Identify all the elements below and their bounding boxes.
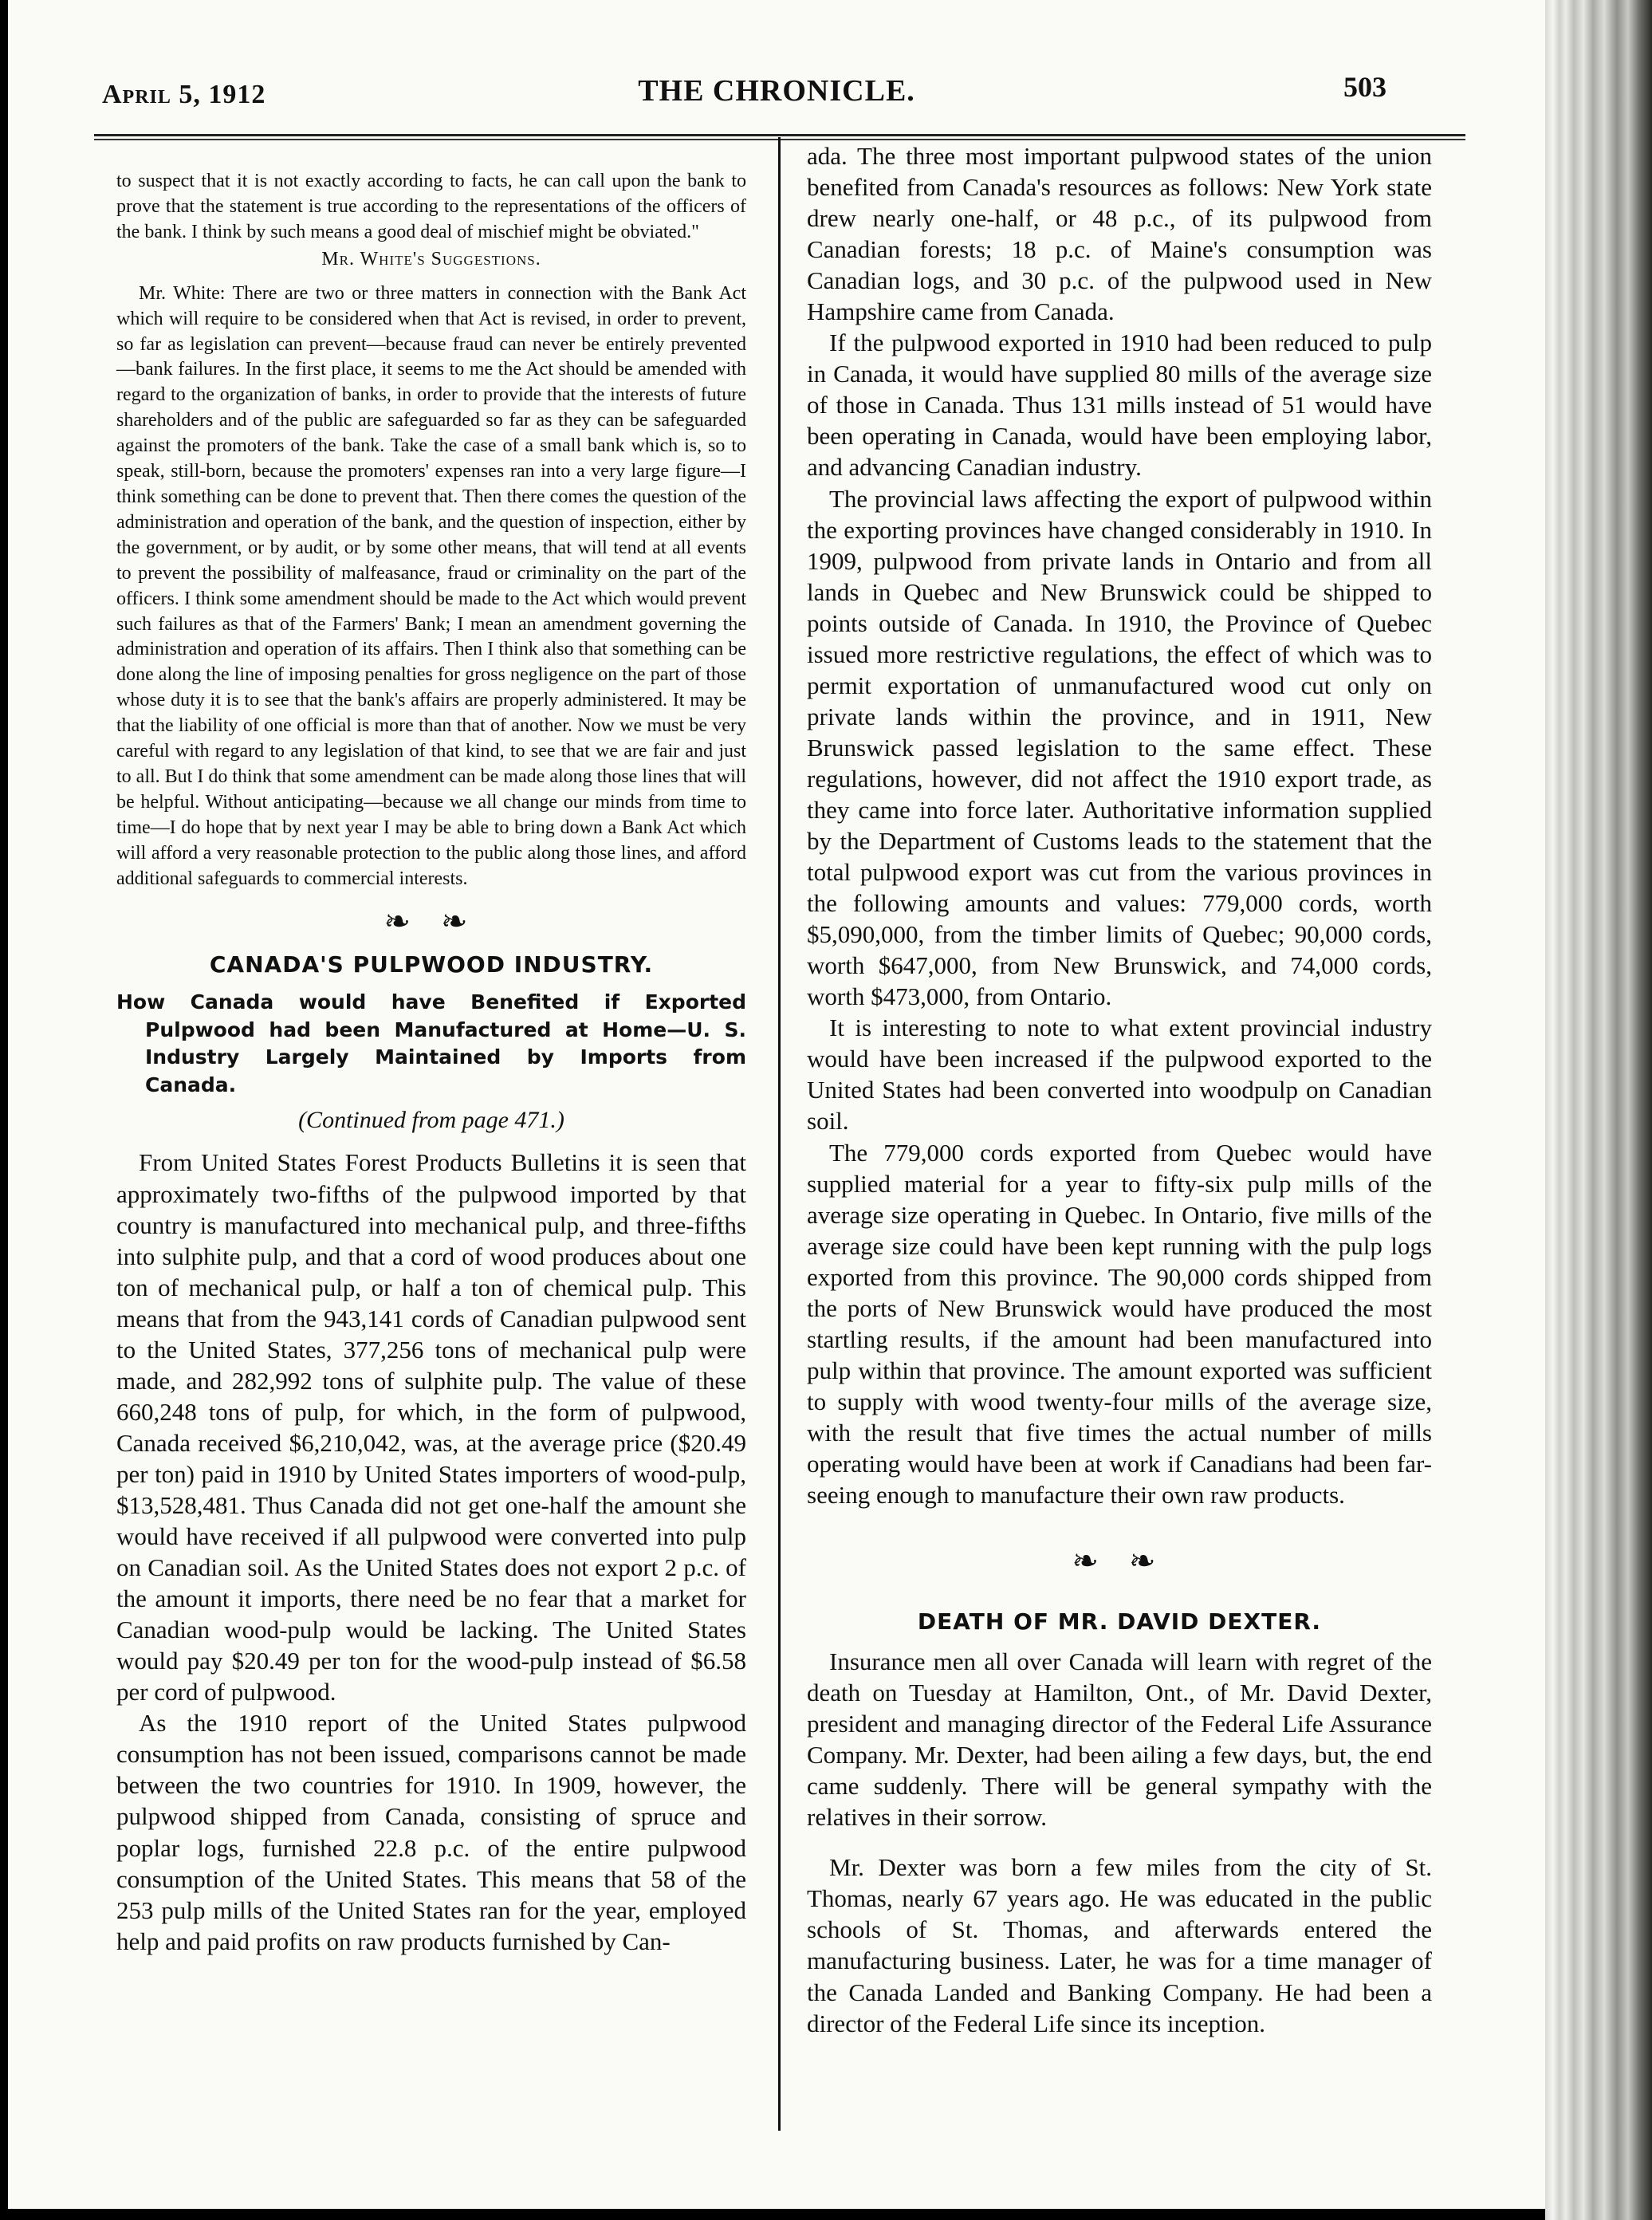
issue-date: April 5, 1912 [102,80,266,109]
column-divider [778,137,781,2131]
left-column [116,169,746,1957]
fleuron-ornament: ❧ ❧ [384,903,479,940]
book-binding-edge [1545,0,1652,2220]
page-number: 503 [1343,71,1386,103]
page-header [8,65,1545,113]
pulpwood-paragraph-5: The provincial laws affecting the export of pulpwood within the exporting provinces have changed considerably in 1910. In 1909, pulpwood from private lands in Ontario and from all lands in Quebec and New Brunswick could be shipped to points outside of Canada. In 1910, the Province of Quebec issued more restrictive regulations, the effect of which was to permit exportation of unmanufactured wood cut only on private lands within the province, and in 1911, New Brunswick passed legislation to the same effect. These regulations, however, did not affect the 1910 export trade, as they came into force later. Authoritative information supplied by the Department of Customs leads to the statement that the total pulpwood export was cut from the various provinces in the following amounts and values: 779,000 cords, worth $5,090,000, from the timber limits of Quebec; 90,000 cords, worth $647,000, from New Brunswick, and 74,000 cords, worth $473,000, from Ontario. [807,484,1432,1011]
obituary-paragraph-2: Mr. Dexter was born a few miles from the city of St. Thomas, nearly 67 years ago. He was educated in the public schools of St. Thomas, and afterwards entered the manufacturing business. Later, he was for a time manager of the Canada Landed and Banking Company. He had been a director of the Federal Life since its inception. [807,1853,1432,2037]
white-suggestions-paragraph: Mr. White: There are two or three matters in connection with the Bank Act which will require to be considered when that Act is revised, in order to prevent, so far as legislation can prevent—because fraud can never be entirely prevented—bank failures. In the first place, it seems to me the Act should be amended with regard to the organization of banks, in order to provide that the interests of future shareholders and of the public are safeguarded so far as they can be safeguarded against the promoters of the bank. Take the case of a small bank which is, so to speak, still-born, because the promoters' expenses ran into a very large figure—I think something can be done to prevent that. Then there comes the question of the administration and operation of the bank, and the question of inspection, either by the government, or by audit, or by some other means, that will tend at all events to prevent the possibility of malfeasance, fraud or criminality on the part of the officers. I think some amendment should be made to the Act which would prevent such failures as that of the Farmers' Bank; I mean an amendment governing the administration and operation of its affairs. Then I think also that something can be done along the line of imposing penalties for gross negligence on the part of those whose duty it is to see that the bank's affairs are properly administered. It may be that the liability of one official is more than that of another. Now we must be very careful with regard to any legislation of that kind, to see that we are fair and just to all. But I do think that some amendment can be made along those lines that will be helpful. Without anticipating—because we all change our minds from time to time—I do hope that by next year I may be able to bring down a Bank Act which will afford a very reasonable protection to the public along those lines, and afford additional safeguards to commercial interests. [116,282,746,889]
article-title-pulpwood: CANADA'S PULPWOOD INDUSTRY. [209,951,654,978]
newspaper-page [8,0,1545,2209]
obituary-paragraph-1: Insurance men all over Canada will learn with regret of the death on Tuesday at Hamilton, Ont., of Mr. David Dexter, president and managing director of the Federal Life Assurance Company. Mr. Dexter, had been ailing a few days, but, the end came suddenly. There will be general sympathy with the relatives in their sorrow. [807,1647,1432,1832]
pulpwood-paragraph-7: The 779,000 cords exported from Quebec would have supplied material for a year to fifty-six pulp mills of the average size operating in Quebec. In Ontario, five mills of the average size could have been kept running with the pulp logs exported from this province. The 90,000 cords shipped from the ports of New Brunswick would have produced the most startling results, if the amount had been manufactured into pulp within that province. The amount exported was sufficient to supply with wood twenty-four mills of the average size, with the result that five times the actual number of mills operating would have been at work if Canadians had been far-seeing enough to manufacture their own raw products. [807,1138,1432,1510]
paragraph-gap [807,1832,1432,1852]
pulpwood-paragraph-1: From United States Forest Products Bulletins it is seen that approximately two-fifths of the pulpwood imported by that country is manufactured into mechanical pulp, and three-fifths into sulphite pulp, and that a cord of wood produces about one ton of mechanical pulp, or half a ton of chemical pulp. This means that from the 943,141 cords of Canadian pulpwood sent to the United States, 377,256 tons of mechanical pulp were made, and 282,992 tons of sulphite pulp. The value of these 660,248 tons of pulp, for which, in the form of pulpwood, Canada received $6,210,042, was, at the average price ($20.49 per ton) paid in 1910 by United States importers of wood-pulp, $13,528,481. Thus Canada did not get one-half the amount she would have received if all pulpwood were converted into pulp on Canadian soil. As the United States does not export 2 p.c. of the amount it imports, there need be no fear that a market for Canadian wood-pulp would be lacking. The United States would pay $20.49 per ton for the wood-pulp instead of $6.58 per cord of pulpwood. [116,1148,746,1706]
pulpwood-paragraph-3: ada. The three most important pulpwood states of the union benefited from Canada's resources as follows: New York state drew nearly one-half, or 48 p.c., of its pulpwood from Canadian forests; 18 p.c. of Maine's consumption was Canadian logs, and 30 p.c. of the pulpwood used in New Hampshire came from Canada. [807,142,1432,326]
obituary-title: DEATH OF MR. DAVID DEXTER. [917,1608,1322,1635]
article-deck-pulpwood: How Canada would have Benefited if Exported Pulpwood had been Manufactured at Home—U. S. Industry Largely Maintained by Imports from Canada. [116,990,746,1096]
bank-act-intro-paragraph: to suspect that it is not exactly according to facts, he can call upon the bank to prove that the statement is true according to the representations of the officers of the bank. I think by such means a good deal of mischief might be obviated." [116,171,746,242]
continued-note: (Continued from page 471.) [298,1107,564,1134]
publication-title: THE CHRONICLE. [638,74,915,108]
header-rule [94,134,1465,136]
fleuron-ornament-right: ❧ ❧ [1072,1543,1167,1580]
section-heading-white-suggestions: Mr. White's Suggestions. [321,248,541,270]
pulpwood-paragraph-6: It is interesting to note to what extent provincial industry would have been increased if the pulpwood exported to the United States had been converted into woodpulp on Canadian soil. [807,1014,1432,1136]
pulpwood-paragraph-4: If the pulpwood exported in 1910 had been reduced to pulp in Canada, it would have supplied 80 mills of the average size of those in Canada. Thus 131 mills instead of 51 would have been operating in Canada, would have been employing labor, and advancing Canadian industry. [807,329,1432,482]
pulpwood-paragraph-2: As the 1910 report of the United States pulpwood consumption has not been issued, comparisons cannot be made between the two countries for 1910. In 1909, however, the pulpwood shipped from Canada, consisting of spruce and poplar logs, furnished 22.8 p.c. of the entire pulpwood consumption of the United States. This means that 58 of the 253 pulp mills of the United States ran for the year, employed help and paid profits on raw products furnished by Can- [116,1709,746,1955]
right-column [807,140,1432,2039]
